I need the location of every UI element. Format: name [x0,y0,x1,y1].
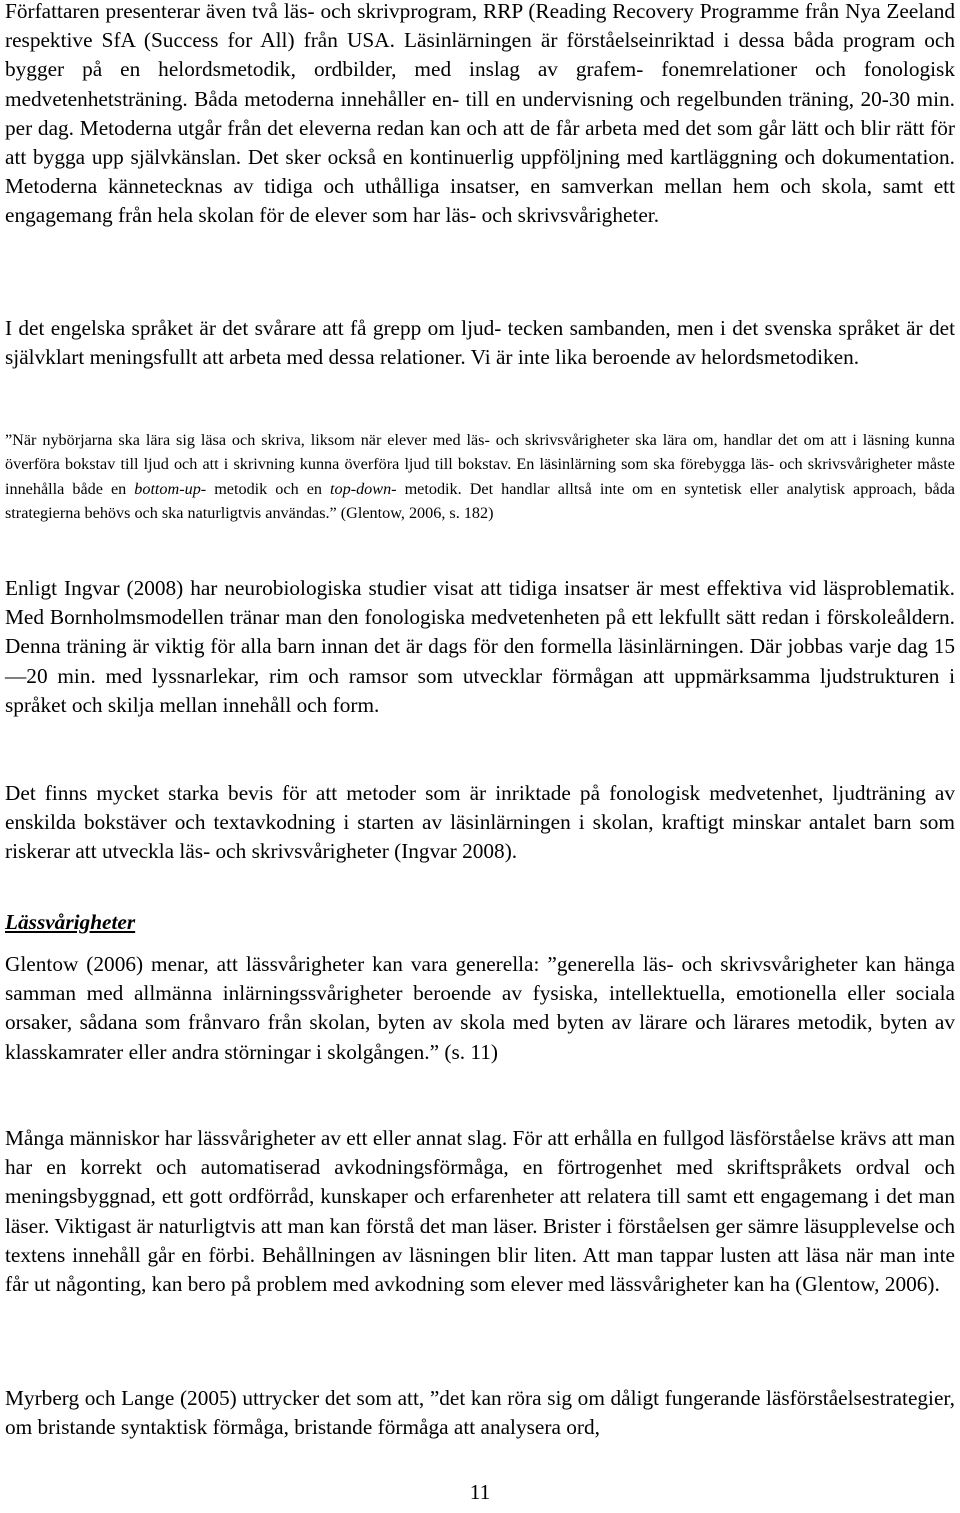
page-number: 11 [469,1480,491,1504]
section-heading-lassvarigheter: Lässvårigheter [5,910,136,934]
paragraph-manga-manniskor: Många människor har lässvårigheter av ett eller annat slag. För att erhålla en fullgod läsförståelse krävs att man har en korrekt och automatiserad avkodningsförmåga, en förtrogenhet med skriftspråkets ordval och meningsbyggnad, ett gott ordförråd, kunskaper och erfarenheter att relatera till samt ett engagemang i det man läser. Viktigast är naturligtvis att man kan förstå det man läser. Brister i förståelsen ger sämre läsupplevelse och textens innehåll går en förbi. Behållningen av läsningen blir liten. Att man tappar lusten att läsa när man inte får ut någonting, kan bero på problem med avkodning som elever med lässvårigheter kan ha (Glentow, 2006). [5,1126,955,1297]
paragraph-evidence: Det finns mycket starka bevis för att metoder som är inriktade på fonologisk medvetenhet, ljudträning av enskilda bokstäver och textavkodning i starten av läsinlärningen i skolan, kraftigt minskar antalet barn som riskerar att utveckla läs- och skrivsvårigheter (Ingvar 2008). [5,781,955,864]
quote-text-part: metodik och en [206,479,331,498]
paragraph-english-swedish: I det engelska språket är det svårare att få grepp om ljud- tecken sambanden, men i det svenska språket är det självklart meningsfullt att arbeta med dessa relationer. Vi är inte lika beroende av helordsmetodiken. [5,316,955,370]
quote-emphasis: bottom-up- [134,479,207,498]
paragraph-ingvar: Enligt Ingvar (2008) har neurobiologiska studier visat att tidiga insatser är mest effektiva vid läsproblematik. Med Bornholmsmodellen tränar man den fonologiska medvetenheten på ett lekfullt sätt redan i förskoleåldern. Denna träning är viktig för alla barn innan det är dags för den formella läsinlärningen. Där jobbas varje dag 15—20 min. med lyssnarlekar, rim och ramsor som utvecklar förmågan att uppmärksamma ljudstrukturen i språket och skilja mellan innehåll och form. [5,576,955,717]
quote-text-part: metodik. Det handlar alltså inte om en syntetisk eller analytisk approach, båda strategierna behövs och ska naturligtvis användas.” (Glentow, 2006, s. 182) [5,479,955,523]
block-quote-glentow [5,428,955,526]
paragraph-rrp-sfa: Författaren presenterar även två läs- och skrivprogram, RRP (Reading Recovery Programme från Nya Zeeland respektive SfA (Success for All) från USA. Läsinlärningen är förståelseinriktad i dessa båda program och bygger på en helordsmetodik, ordbilder, med inslag av grafem- fonemrelationer och fonologisk medvetenhetsträning. Båda metoderna innehåller en- till en undervisning och regelbunden träning, 20-30 min. per dag. Metoderna utgår från det eleverna redan kan och att de får arbeta med det som går lätt och blir rätt för att bygga upp självkänslan. Det sker också en kontinuerlig uppföljning med kartläggning och dokumentation. Metoderna kännetecknas av tidiga och uthålliga insatser, en samverkan mellan hem och skola, samt ett engagemang från hela skolan för de elever som har läs- och skrivsvårigheter. [5,0,955,228]
paragraph-myrberg-lange: Myrberg och Lange (2005) uttrycker det som att, ”det kan röra sig om dåligt fungerande läsförståelsestrategier, om bristande syntaktisk förmåga, bristande förmåga att analysera ord, [5,1386,955,1440]
quote-text-part: ”När nybörjarna ska lära sig läsa och skriva, liksom när elever med läs- och skrivsvårigheter ska lära om, handlar det om att i läsning kunna överföra bokstav till ljud och att i skrivning kunna överföra ljud till bokstav. En läsinlärning som ska förebygga läs- och skrivsvårigheter måste innehålla både en [5,431,955,498]
paragraph-glentow: Glentow (2006) menar, att lässvårigheter kan vara generella: ”generella läs- och skrivsvårigheter kan hänga samman med allmänna inlärningssvårigheter beroende av fysiska, intellektuella, emotionella eller sociala orsaker, sådana som frånvaro från skolan, byten av skola med byten av lärare och lärares metodik, byten av klasskamrater eller andra störningar i skolgången.” (s. 11) [5,952,955,1064]
quote-emphasis: top-down- [330,479,397,498]
